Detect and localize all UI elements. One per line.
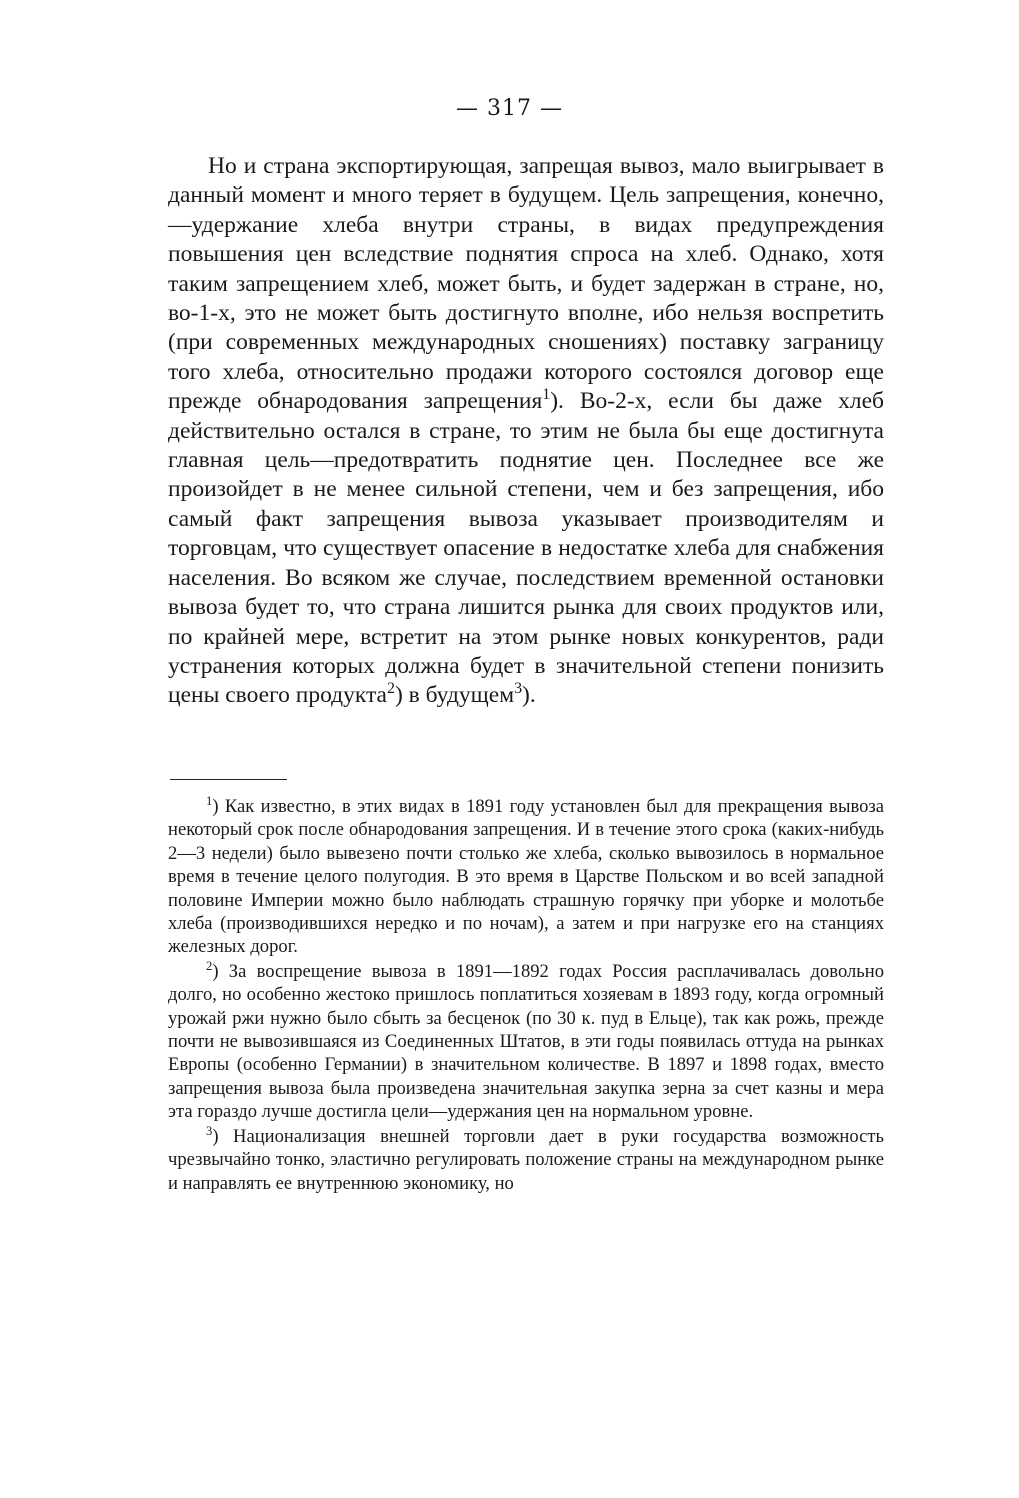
footnote-3	[168, 1125, 884, 1195]
main-text	[168, 152, 884, 711]
paragraph-part-4: ).	[522, 682, 536, 709]
footnote-marker: 1	[206, 794, 213, 809]
main-paragraph	[168, 152, 884, 711]
footnote-divider	[170, 779, 287, 780]
footnote-ref-2: 2	[386, 680, 395, 698]
footnote-1	[168, 795, 884, 959]
footnote-text: ) Как известно, в этих видах в 1891 году установлен был для прекращения вывоза некоторый срок после обнародования запрещения. И в течение этого срока (каких-нибудь 2—3 недели) было вывезено почти столько же хлеба, сколько вывозилось в нормальное время в течение целого полугодия. В это время в Царстве Польском и во всей западной половине Империи можно было наблюдать страшную горячку при уборке и молотьбе хлеба (производившихся нередко и по ночам), а затем и при нагрузке его на станциях железных дорог.	[168, 796, 884, 958]
paragraph-part-3: ) в будущем	[394, 682, 515, 709]
paragraph-part-2: ). Во-2-х, если бы даже хлеб действительно остался в стране, то этим не была бы еще достигнута главная цель—предотвратить поднятие цен. Последнее все же произойдет в не менее сильной степени, чем и без запрещения, ибо самый факт запрещения вывоза указывает производителям и торговцам, что существует опасение в недостатке хлеба для снабжения населения. Во всяком же случае, последствием временной остановки вывоза будет то, что страна лишится рынка для своих продуктов или, по крайней мере, встретит на этом рынке новых конкурентов, ради устранения которых должна будет в значительной степени понизить цены своего продукта	[168, 388, 884, 709]
footnote-2	[168, 960, 884, 1124]
footnote-text: ) Национализация внешней торговли дает в руки государства возможность чрезвычайно тонко, эластично регулировать положение страны на международном рынке и направлять ее внутреннюю экономику, но	[168, 1125, 884, 1194]
footnote-marker: 3	[206, 1123, 213, 1138]
paragraph-part-1: Но и страна экспортирующая, запрещая вывоз, мало выигрывает в данный момент и много теряет в будущем. Цель запрещения, конечно,—удержание хлеба внутри страны, в видах предупреждения повышения цен вследствие поднятия спроса на хлеб. Однако, хотя таким запрещением хлеб, может быть, и будет задержан в стране, но, во-1-х, это не может быть достигнуто вполне, ибо нельзя воспретить (при современных международных сношениях) поставку заграницу того хлеба, относительно продажи которого состоялся договор еще прежде обнародования запрещения	[168, 153, 884, 415]
footnote-marker: 2	[206, 958, 213, 973]
footnotes	[168, 795, 884, 1196]
page-number: — 317 —	[456, 96, 563, 121]
footnote-text: ) За воспрещение вывоза в 1891—1892 годах Россия расплачивалась довольно долго, но особенно жестоко пришлось поплатиться хозяевам в 1893 году, когда огромный урожай ржи нужно было сбыть за бесценок (по 30 к. пуд в Ельце), так как рожь, прежде почти не вывозившаяся из Соединенных Штатов, в эти годы появилась оттуда на рынках Европы (особенно Германии) в значительном количестве. В 1897 и 1898 годах, вместо запрещения вывоза была произведена значительная закупка зерна за счет казны и мера эта гораздо лучше достигла цели—удержания цен на нормальном уровне.	[168, 960, 884, 1123]
footnote-ref-1: 1	[542, 386, 551, 404]
footnote-ref-3: 3	[514, 680, 523, 698]
